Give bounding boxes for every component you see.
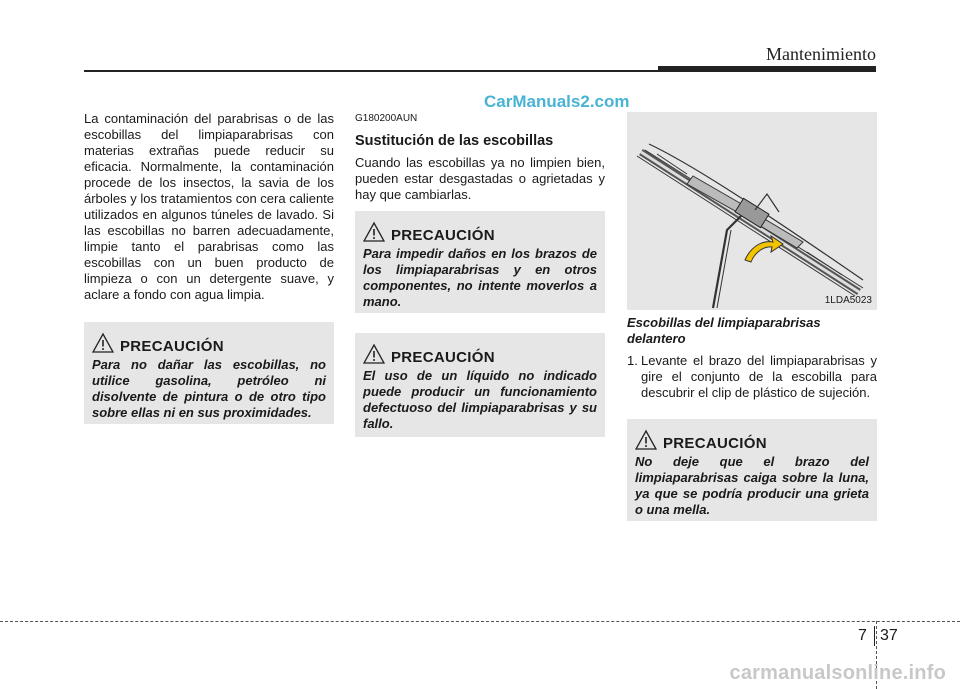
footer-dashed-line xyxy=(0,621,960,622)
header-rule-thick xyxy=(658,66,876,72)
caution-header xyxy=(363,221,597,244)
step-number: 1. xyxy=(627,353,638,368)
caution-text: Para no dañar las escobillas, no utilice gasolina, petróleo ni disolvente de pintura o de otro tipo sobre ellas ni en sus proximidades. xyxy=(92,357,326,420)
column-middle xyxy=(355,111,605,203)
caution-title: PRECAUCIÓN xyxy=(120,338,224,355)
caution-title: PRECAUCIÓN xyxy=(663,435,767,452)
figure xyxy=(627,112,877,310)
warning-triangle-icon xyxy=(92,332,114,354)
header-rule-thin xyxy=(84,70,658,72)
warning-triangle-icon xyxy=(363,343,385,365)
caution-header xyxy=(92,332,326,355)
step-text: Levante el brazo del limpiaparabrisas y gire el conjunto de la escobilla para descubrir el clip de plástico de sujeción. xyxy=(641,353,877,400)
intro-paragraph: La contaminación del parabrisas o de las escobillas del limpiaparabrisas con materias extrañas puede reducir su eficacia. Normalmente, la contaminación procede de los insectos, la savia de los árboles y los tratamientos con cera caliente utilizados en algunos túneles de lavado. Si las escobillas no barren adecuadamente, limpie tanto el parabrisas como las escobillas con un buen producto de limpieza o con un detergente suave, y aclare a fondo con agua limpia. xyxy=(84,111,335,302)
caution-title: PRECAUCIÓN xyxy=(391,227,495,244)
watermark-top: CarManuals2.com xyxy=(484,92,630,111)
caution-text: El uso de un líquido no indicado puede producir un funcionamiento defectuoso del limpiaparabrisas y su fallo. xyxy=(363,368,597,431)
caution-text: Para impedir daños en los brazos de los limpiaparabrisas y en otros componentes, no intente moverlos a mano. xyxy=(363,246,597,309)
caution-header xyxy=(635,429,869,452)
section-code: G180200AUN xyxy=(355,113,418,124)
section-paragraph: Cuando las escobillas ya no limpien bien, pueden estar desgastadas o agrietadas y hay que cambiarlas. xyxy=(355,155,605,202)
caution-text: No deje que el brazo del limpiaparabrisas caiga sobre la luna, ya que se podría producir una grieta o una mella. xyxy=(635,454,869,517)
caution-box xyxy=(627,419,877,521)
header-title: Mantenimiento xyxy=(766,44,876,64)
caution-header xyxy=(363,343,597,366)
page-divider xyxy=(874,626,875,646)
figure-label: 1LDA5023 xyxy=(824,295,872,306)
warning-triangle-icon xyxy=(635,429,657,451)
caution-box xyxy=(355,211,605,313)
watermark-bottom: carmanualsonline.info xyxy=(729,662,946,684)
figure-caption: Escobillas del limpiaparabrisas delantero xyxy=(627,315,821,346)
step-item xyxy=(627,353,877,401)
page-number: 37 xyxy=(880,627,898,644)
caution-box xyxy=(84,322,334,424)
column-left xyxy=(84,111,334,303)
column-right xyxy=(627,315,877,401)
wiper-blade-illustration xyxy=(627,112,877,310)
caution-box xyxy=(355,333,605,437)
page-chapter: 7 xyxy=(858,627,867,644)
section-heading: Sustitución de las escobillas xyxy=(355,133,554,149)
caution-title: PRECAUCIÓN xyxy=(391,349,495,366)
warning-triangle-icon xyxy=(363,221,385,243)
